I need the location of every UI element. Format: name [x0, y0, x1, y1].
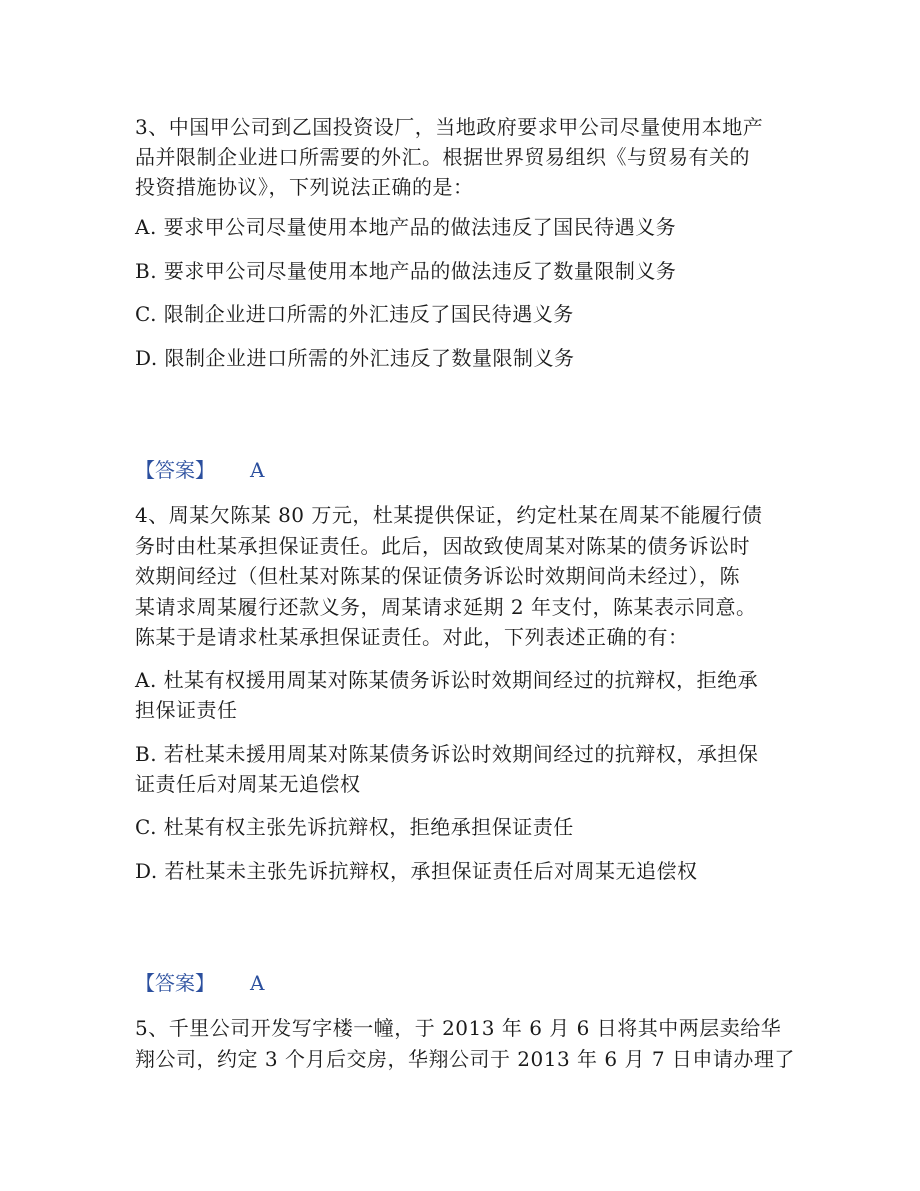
- question-4-line-5: 陈某于是请求杜某承担保证责任。对此，下列表述正确的有：: [135, 625, 689, 649]
- question-4-line-4: 某请求周某履行还款义务，周某请求延期 2 年支付，陈某表示同意。: [135, 595, 757, 619]
- question-4-option-a-line-1: A. 杜某有权援用周某对陈某债务诉讼时效期间经过的抗辩权，拒绝承: [135, 668, 759, 692]
- question-3-option-a: A. 要求甲公司尽量使用本地产品的做法违反了国民待遇义务: [135, 215, 677, 239]
- question-4-option-d: D. 若杜某未主张先诉抗辩权，承担保证责任后对周某无追偿权: [135, 859, 698, 883]
- question-4-option-b-line-1: B. 若杜某未援用周某对陈某债务诉讼时效期间经过的抗辩权，承担保: [135, 742, 759, 766]
- question-3-option-c: C. 限制企业进口所需的外汇违反了国民待遇义务: [135, 302, 574, 326]
- answer-value: A: [250, 971, 265, 995]
- question-3-line-2: 品并限制企业进口所需要的外汇。根据世界贸易组织《与贸易有关的: [135, 145, 750, 169]
- question-4-option-a-line-2: 担保证责任: [135, 698, 238, 722]
- question-4-line-3: 效期间经过（但杜某对陈某的保证债务诉讼时效期间尚未经过），陈: [135, 564, 740, 588]
- answer-value: A: [250, 458, 265, 482]
- question-4-line-1: 4、周某欠陈某 80 万元，杜某提供保证，约定杜某在周某不能履行债: [135, 503, 763, 527]
- question-3-option-d: D. 限制企业进口所需的外汇违反了数量限制义务: [135, 346, 575, 370]
- answer-3: [135, 455, 435, 485]
- question-5-line-1: 5、千里公司开发写字楼一幢，于 2013 年 6 月 6 日将其中两层卖给华: [135, 1016, 782, 1040]
- question-5-line-2: 翔公司，约定 3 个月后交房，华翔公司于 2013 年 6 月 7 日申请办理了: [135, 1047, 795, 1071]
- question-3-option-b: B. 要求甲公司尽量使用本地产品的做法违反了数量限制义务: [135, 259, 677, 283]
- question-3-line-1: 3、中国甲公司到乙国投资设厂，当地政府要求甲公司尽量使用本地产: [135, 115, 764, 139]
- question-3-line-3: 投资措施协议》，下列说法正确的是：: [135, 175, 474, 199]
- question-4-option-c: C. 杜某有权主张先诉抗辩权，拒绝承担保证责任: [135, 815, 574, 839]
- question-4-line-2: 务时由杜某承担保证责任。此后，因故致使周某对陈某的债务诉讼时: [135, 534, 750, 558]
- answer-label: 【答案】: [135, 971, 215, 995]
- answer-4: [135, 968, 435, 998]
- question-4-option-b-line-2: 证责任后对周某无追偿权: [135, 772, 361, 796]
- answer-label: 【答案】: [135, 458, 215, 482]
